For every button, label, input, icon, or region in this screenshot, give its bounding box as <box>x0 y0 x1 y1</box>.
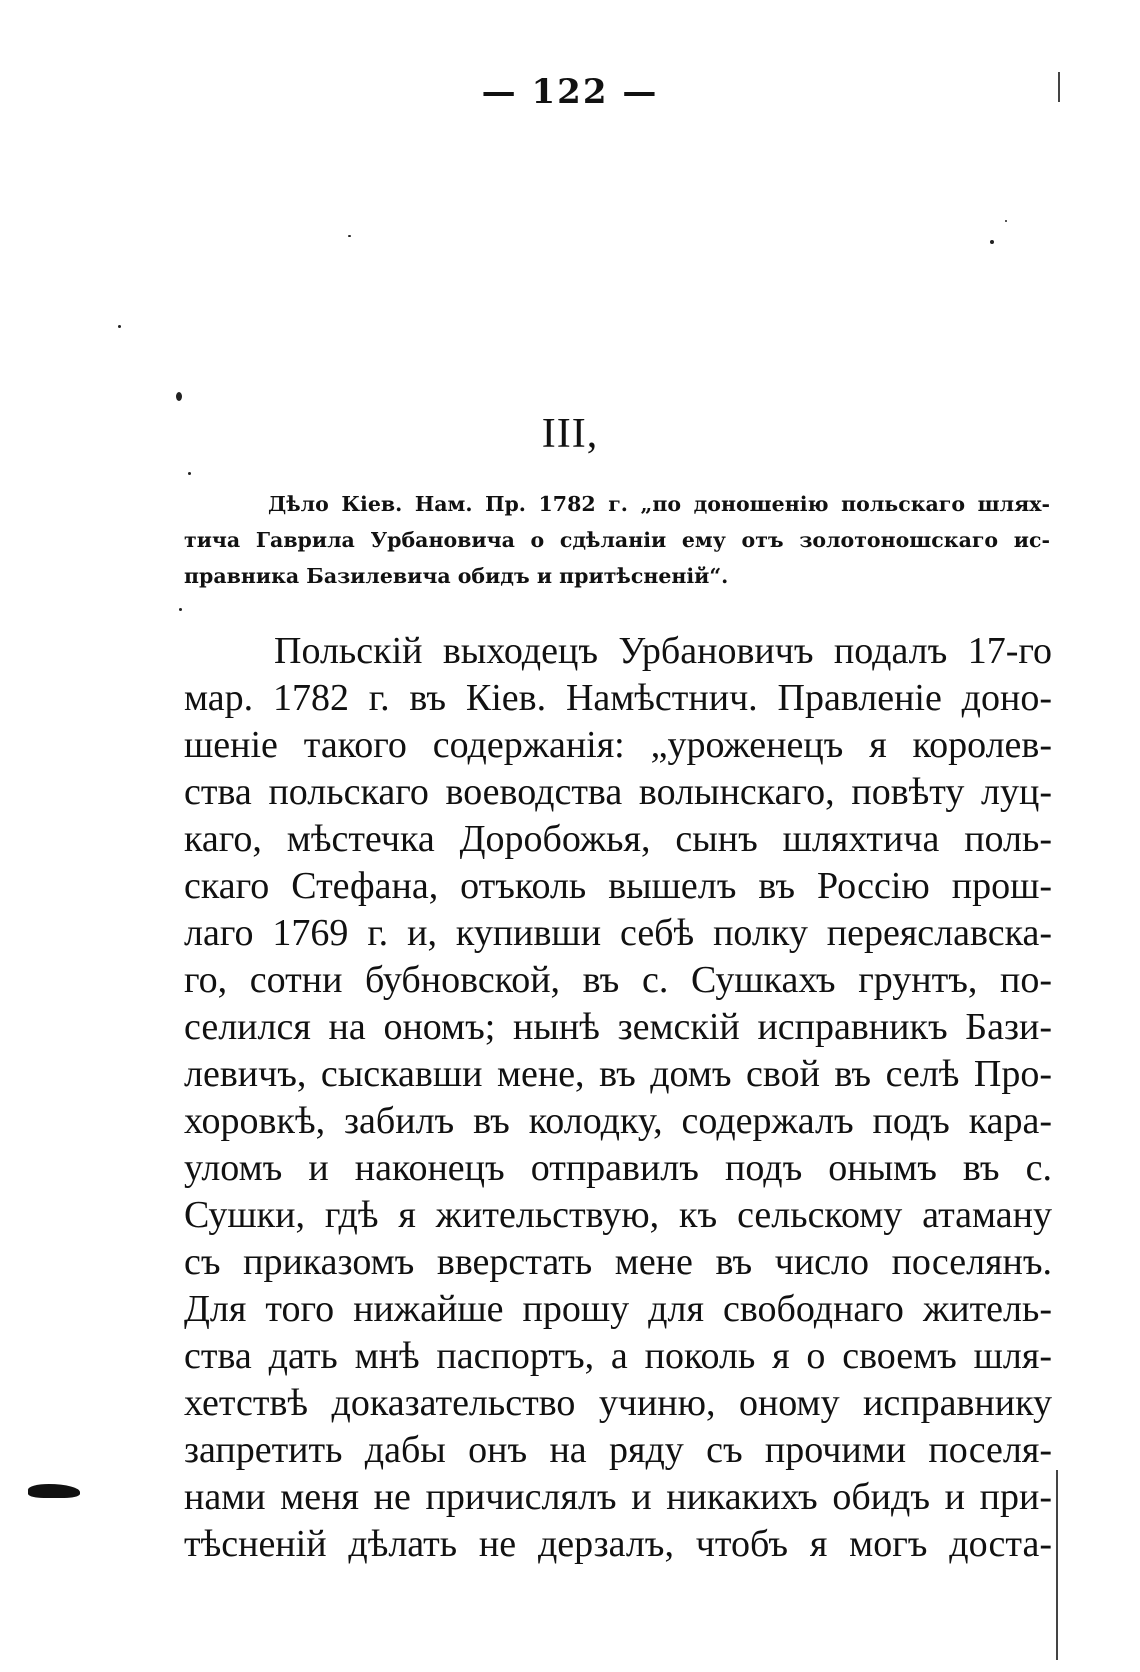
scan-speck <box>1005 220 1007 222</box>
body-line: го, сотни бубновской, въ с. Сушкахъ грунтъ, по- <box>184 959 1052 1001</box>
body-line: шенiе такого содержанiя: „уроженецъ я королев- <box>184 724 1052 766</box>
body-line: Сушки, гдѣ я жительствую, къ сельскому атаману <box>184 1194 1052 1236</box>
body-line: ства польскаго воеводства волынскаго, повѣту луц- <box>184 771 1052 813</box>
body-line: хоровкѣ, забилъ въ колодку, содержалъ подъ кара- <box>184 1100 1052 1142</box>
body-line: запретить дабы онъ на ряду съ прочими поселя- <box>184 1429 1052 1471</box>
scan-speck <box>179 608 182 611</box>
body-line: тѣсненiй дѣлать не дерзалъ, чтобъ я могъ доста- <box>184 1523 1052 1565</box>
body-line: левичъ, сыскавши мене, въ домъ свой въ селѣ Про- <box>184 1053 1052 1095</box>
body-line: Польскiй выходецъ Урбановичъ подалъ 17-го <box>274 630 1052 672</box>
scan-speck <box>118 325 121 328</box>
scan-ink-blot <box>28 1484 80 1498</box>
page-number: — 122 — <box>481 72 659 112</box>
caption-line: правника Базилевича обидъ и притѣсненiй“. <box>184 564 729 588</box>
body-paragraph <box>184 628 1052 1568</box>
archival-reference-caption <box>184 486 1050 594</box>
section-numeral: III, <box>541 411 599 457</box>
body-line: уломъ и наконецъ отправилъ подъ онымъ въ с. <box>184 1147 1052 1189</box>
body-line: лаго 1769 г. и, купивши себѣ полку переяславска- <box>184 912 1052 954</box>
caption-line: Дѣло Кiев. Нам. Пр. 1782 г. „по доношенiю польскаго шлях- <box>268 492 1050 516</box>
body-line: нами меня не причислялъ и никакихъ обидъ и при- <box>184 1476 1052 1518</box>
body-line: хетствѣ доказательство учиню, оному исправнику <box>184 1382 1052 1424</box>
scan-speck <box>176 392 182 401</box>
scan-speck <box>348 235 351 237</box>
body-line: Для того нижайше прошу для свободнаго житель- <box>184 1288 1052 1330</box>
scan-speck <box>188 472 191 475</box>
body-line: каго, мѣстечка Доробожья, сынъ шляхтича поль- <box>184 818 1052 860</box>
body-line: скаго Стефана, отъколь вышелъ въ Россiю прош- <box>184 865 1052 907</box>
scan-edge-line <box>1056 1470 1058 1660</box>
body-line: мар. 1782 г. въ Кiев. Намѣстнич. Правленiе доно- <box>184 677 1052 719</box>
scan-edge-line <box>1058 72 1060 102</box>
body-line: съ приказомъ вверстать мене въ число поселянъ. <box>184 1241 1052 1283</box>
scan-speck <box>990 240 994 244</box>
body-line: селился на ономъ; нынѣ земскiй исправникъ Бази- <box>184 1006 1052 1048</box>
caption-line: тича Гаврила Урбановича о сдѣланiи ему отъ золотоношскаго ис- <box>184 528 1050 552</box>
body-line: ства дать мнѣ паспортъ, а поколь я о своемъ шля- <box>184 1335 1052 1377</box>
